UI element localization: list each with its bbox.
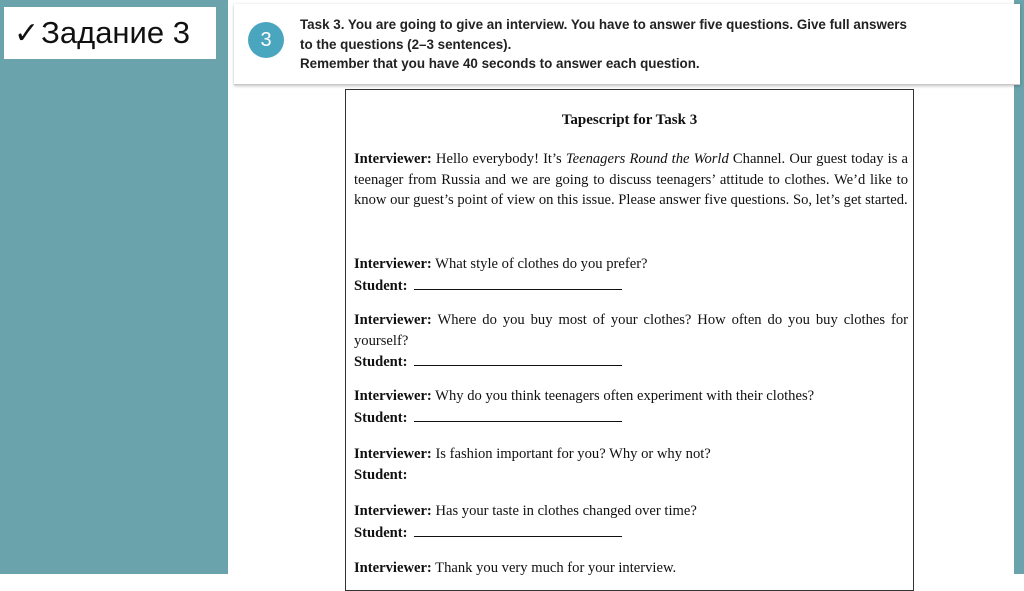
intro-text-end: Channel. Our guest today is a teenager from Russia and we are going to discuss teenagers’ attitude to clothes. We’d like to know our guest’s point of view on this issue. Please answer five questions. So, let’s get started. bbox=[354, 151, 909, 208]
answer-blank[interactable] bbox=[414, 407, 622, 422]
slide-title: Задание 3 bbox=[41, 15, 190, 50]
question-block-4 bbox=[354, 444, 908, 485]
student-label: Student: bbox=[354, 524, 408, 541]
task-line-3: Remember that you have 40 seconds to answer each question. bbox=[300, 56, 700, 71]
task-line-2: to the questions (2–3 sentences). bbox=[300, 36, 512, 52]
closing-line bbox=[354, 558, 908, 579]
task-line-1: Task 3. You are going to give an interview. You have to answer five questions. Give full answers bbox=[300, 17, 907, 32]
question-block-1 bbox=[354, 254, 908, 296]
question-text: What style of clothes do you prefer? bbox=[431, 256, 648, 272]
intro-text-start: Hello everybody! It’s bbox=[431, 151, 566, 167]
task-instructions bbox=[300, 15, 1012, 74]
answer-blank[interactable] bbox=[414, 351, 622, 366]
interviewer-label: Interviewer: bbox=[354, 388, 432, 404]
checkmark-icon: ✓ bbox=[14, 16, 40, 50]
interviewer-label: Interviewer: bbox=[354, 560, 432, 576]
question-block-2 bbox=[354, 310, 908, 373]
intro-paragraph bbox=[354, 149, 908, 211]
interviewer-label: Interviewer: bbox=[354, 446, 432, 462]
answer-blank[interactable] bbox=[414, 522, 622, 537]
question-text: Has your taste in clothes changed over time? bbox=[431, 503, 697, 519]
question-block-5 bbox=[354, 501, 908, 543]
left-color-band bbox=[0, 0, 228, 574]
task-number-badge: 3 bbox=[248, 22, 284, 58]
tapescript-title: Tapescript for Task 3 bbox=[561, 112, 698, 128]
tapescript-document bbox=[345, 89, 914, 591]
interviewer-label: Interviewer: bbox=[354, 503, 432, 519]
slide-title-box bbox=[4, 7, 216, 59]
question-text: Why do you think teenagers often experiment with their clothes? bbox=[431, 388, 815, 404]
channel-name: Teenagers Round the World bbox=[565, 151, 729, 167]
student-label: Student: bbox=[354, 354, 408, 370]
student-label: Student: bbox=[354, 466, 408, 483]
student-label: Student: bbox=[354, 409, 408, 426]
right-color-band bbox=[1014, 0, 1024, 574]
student-label: Student: bbox=[354, 277, 408, 294]
question-block-3 bbox=[354, 386, 908, 428]
answer-blank[interactable] bbox=[414, 275, 622, 290]
closing-text: Thank you very much for your interview. bbox=[431, 560, 677, 576]
question-text: Is fashion important for you? Why or why not? bbox=[431, 446, 711, 462]
question-text: Where do you buy most of your clothes? How often do you buy clothes for yourself? bbox=[354, 312, 908, 349]
interviewer-label: Interviewer: bbox=[354, 151, 432, 167]
interviewer-label: Interviewer: bbox=[354, 256, 432, 272]
interviewer-label: Interviewer: bbox=[354, 312, 432, 328]
